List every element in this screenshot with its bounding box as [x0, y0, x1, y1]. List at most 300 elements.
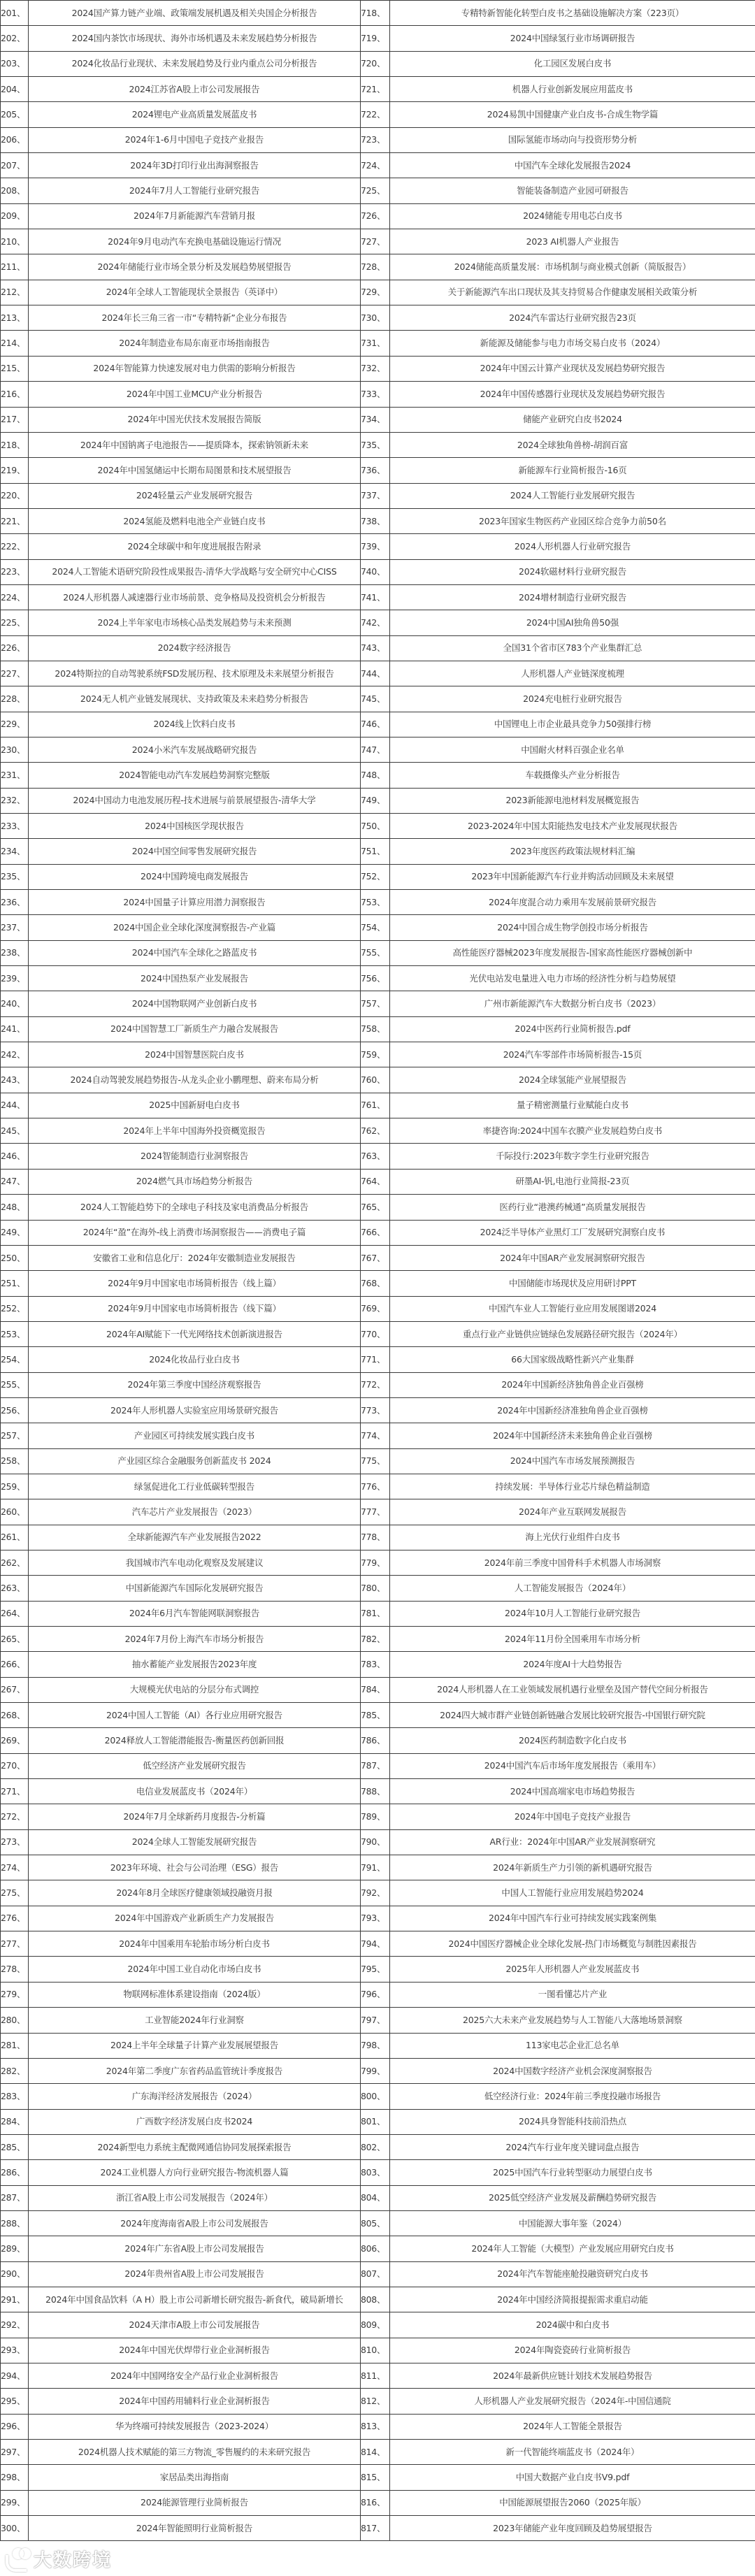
- right-report-title[interactable]: 2024充电桩行业研究报告: [390, 686, 755, 712]
- left-index-cell: 292、: [1, 2312, 29, 2338]
- right-report-title[interactable]: 2024年中国汽车行业可持续发展实践案例集: [390, 1906, 755, 1931]
- right-report-title[interactable]: 2023年中国新能源汽车行业并购活动回顾及未来展望: [390, 864, 755, 889]
- right-report-title[interactable]: 2024年最新供应链计划技术发展趋势报告: [390, 2363, 755, 2388]
- left-report-title[interactable]: 2024上半年全球量子计算产业发展展望报告: [29, 2033, 361, 2058]
- right-report-title[interactable]: 2024年陶瓷瓷砖行业简析报告: [390, 2338, 755, 2363]
- left-report-title[interactable]: 2024小米汽车发展战略研究报告: [29, 737, 361, 762]
- right-index-cell: 789、: [361, 1804, 390, 1829]
- left-report-title[interactable]: 2024国内茶饮市场现状、海外市场机遇及未来发展趋势分析报告: [29, 26, 361, 51]
- left-report-title[interactable]: 2024全球碳中和年度进展报告附录: [29, 534, 361, 559]
- right-report-title[interactable]: 2024人形机器人在工业领域发展机遇行业壁垒及国产替代空间分析报告: [390, 1677, 755, 1702]
- right-report-title[interactable]: 2023年储能产业年度回顾及趋势展望报告: [390, 2516, 755, 2541]
- left-report-title[interactable]: 2024智能制造行业洞察报告: [29, 1144, 361, 1169]
- right-report-title[interactable]: 2025低空经济产业发展及薪酬趋势研究报告: [390, 2185, 755, 2210]
- right-report-title[interactable]: 光伏电站发电量进入电力市场的经济性分析与趋势展望: [390, 966, 755, 991]
- right-report-title[interactable]: 2024医药制造数字化白皮书: [390, 1728, 755, 1753]
- left-report-title[interactable]: 2024人形机器人减速器行业市场前景、竞争格局及投资机会分析报告: [29, 584, 361, 610]
- left-report-title[interactable]: 2024年中国网络安全产品行业企业洞析报告: [29, 2363, 361, 2388]
- right-report-title[interactable]: 储能产业研究白皮书2024: [390, 407, 755, 432]
- left-index-cell: 241、: [1, 1016, 29, 1042]
- right-report-title[interactable]: 2023年国家生物医药产业园区综合竞争力前50名: [390, 508, 755, 533]
- right-index-cell: 736、: [361, 458, 390, 483]
- left-index-cell: 204、: [1, 77, 29, 102]
- right-report-title[interactable]: 2024人工智能行业发展研究报告: [390, 483, 755, 508]
- right-report-title[interactable]: 中国能源展望报告2060（2025年版）: [390, 2490, 755, 2515]
- table-row: [1, 26, 755, 51]
- left-report-title[interactable]: 2024中国人工智能（AI）各行业应用研究报告: [29, 1703, 361, 1728]
- table-row: [1, 229, 755, 254]
- left-report-title[interactable]: 2024年6月汽车智能网联洞察报告: [29, 1601, 361, 1626]
- right-index-cell: 798、: [361, 2033, 390, 2058]
- left-report-title[interactable]: 2024机器人技术赋能的第三方物流_零售履约的未来研究报告: [29, 2440, 361, 2465]
- left-report-title[interactable]: 2024中国动力电池发展历程-技术进展与前景展望报告-清华大学: [29, 788, 361, 813]
- left-report-title[interactable]: 2024数字经济报告: [29, 635, 361, 661]
- right-report-title[interactable]: 2024年中国经济简报提振需求重启动能: [390, 2287, 755, 2312]
- right-report-title[interactable]: 2024全球独角兽榜-胡润百富: [390, 432, 755, 457]
- right-index-cell: 754、: [361, 915, 390, 940]
- table-row: [1, 1677, 755, 1702]
- right-report-title[interactable]: 2024年前三季度中国骨科手术机器人市场洞察: [390, 1550, 755, 1575]
- left-report-title[interactable]: 2024中国空间零售发展研究报告: [29, 839, 361, 864]
- right-report-title[interactable]: 2024年度AI十大趋势报告: [390, 1652, 755, 1677]
- right-report-title[interactable]: 研墨AI-钒,电池行业简报-23页: [390, 1169, 755, 1194]
- right-index-cell: 722、: [361, 102, 390, 127]
- left-report-title[interactable]: 2024年8月全球医疗健康领域投融资月报: [29, 1880, 361, 1906]
- right-report-title[interactable]: 2024全球氢能产业展望报告: [390, 1067, 755, 1093]
- table-row: [1, 534, 755, 559]
- right-report-title[interactable]: 中国储能市场现状及应用研讨PPT: [390, 1271, 755, 1296]
- left-report-title[interactable]: 2024年7月人工智能行业研究报告: [29, 178, 361, 203]
- right-report-title[interactable]: 2024软磁材料行业研究报告: [390, 559, 755, 584]
- right-report-title[interactable]: 一图看懂芯片产业: [390, 1982, 755, 2007]
- left-report-title[interactable]: 2024年中国工业自动化市场白皮书: [29, 1957, 361, 1982]
- right-report-title[interactable]: 2024储能高质量发展：市场机制与商业模式创新（简版报告）: [390, 254, 755, 280]
- table-row: [1, 407, 755, 432]
- left-report-title[interactable]: 2024年广东省A股上市公司发展报告: [29, 2236, 361, 2261]
- table-row: [1, 991, 755, 1016]
- right-report-title[interactable]: 2024年11月份全国乘用车市场分析: [390, 1627, 755, 1652]
- left-report-title[interactable]: 广东海洋经济发展报告（2024）: [29, 2084, 361, 2109]
- left-report-title[interactable]: 抽水蓄能产业发展报告2023年度: [29, 1652, 361, 1677]
- right-report-title[interactable]: 2024具身智能科技前沿热点: [390, 2109, 755, 2134]
- right-report-title[interactable]: 2024年新质生产力引领的新机遇研究报告: [390, 1855, 755, 1880]
- table-row: [1, 2185, 755, 2210]
- right-report-title[interactable]: 2023年度医药政策法规材料汇编: [390, 839, 755, 864]
- right-index-cell: 777、: [361, 1499, 390, 1525]
- table-row: [1, 2261, 755, 2287]
- right-report-title[interactable]: 2024年中国电子竞技产业报告: [390, 1804, 755, 1829]
- right-index-cell: 752、: [361, 864, 390, 889]
- right-report-title[interactable]: 2024中国合成生物学创投市场分析报告: [390, 915, 755, 940]
- right-report-title[interactable]: 2024增材制造行业研究报告: [390, 584, 755, 610]
- table-row: [1, 559, 755, 584]
- table-row: [1, 1550, 755, 1575]
- left-report-title[interactable]: 2024年中国光伏技术发展报告简版: [29, 407, 361, 432]
- left-report-title[interactable]: 2024氢能及燃料电池全产业链白皮书: [29, 508, 361, 533]
- left-report-title[interactable]: 2024人工智能术语研究阶段性成果报告-清华大学战略与安全研究中心CISS: [29, 559, 361, 584]
- table-row: [1, 102, 755, 127]
- right-report-title[interactable]: 智能装备制造产业园可研报告: [390, 178, 755, 203]
- left-report-title[interactable]: 2024化妆品行业白皮书: [29, 1347, 361, 1372]
- right-report-title[interactable]: 新能源及储能参与电力市场交易白皮书（2024）: [390, 331, 755, 356]
- right-report-title[interactable]: 2024中国汽车后市场年度发展报告（乘用车）: [390, 1753, 755, 1778]
- right-index-cell: 744、: [361, 661, 390, 686]
- right-report-title[interactable]: 2024年中国AR产业发展洞察研究报告: [390, 1245, 755, 1270]
- left-report-title[interactable]: 华为终端可持续发展报告（2023-2024）: [29, 2414, 361, 2439]
- right-report-title[interactable]: 2024中国数字经济产业机会深度洞察报告: [390, 2058, 755, 2083]
- left-report-title[interactable]: 2024天津市A股上市公司发展报告: [29, 2312, 361, 2338]
- right-report-title[interactable]: 2023新能源电池材料发展概览报告: [390, 788, 755, 813]
- left-report-title[interactable]: 2024年中国光伏焊带行业企业洞析报告: [29, 2338, 361, 2363]
- right-report-title[interactable]: 高性能医疗器械2023年度发展报告-国家高性能医疗器械创新中: [390, 940, 755, 965]
- right-report-title[interactable]: 2023 AI机器人产业报告: [390, 229, 755, 254]
- left-report-title[interactable]: 2024全球人工智能发展研究报告: [29, 1829, 361, 1855]
- left-report-title[interactable]: 2024年第三季度中国经济观察报告: [29, 1372, 361, 1397]
- right-index-cell: 779、: [361, 1550, 390, 1575]
- right-report-title[interactable]: 66大国家级战略性新兴产业集群: [390, 1347, 755, 1372]
- right-report-title[interactable]: 率捷咨询:2024中国车衣膜产业发展趋势白皮书: [390, 1118, 755, 1144]
- right-report-title[interactable]: 广州市新能源汽车大数据分析白皮书（2023）: [390, 991, 755, 1016]
- left-report-title[interactable]: 广西数字经济发展白皮书2024: [29, 2109, 361, 2134]
- right-index-cell: 755、: [361, 940, 390, 965]
- right-index-cell: 731、: [361, 331, 390, 356]
- left-report-title[interactable]: 大规模光伏电站的分层分布式调控: [29, 1677, 361, 1702]
- right-index-cell: 788、: [361, 1779, 390, 1804]
- right-index-cell: 719、: [361, 26, 390, 51]
- right-index-cell: 746、: [361, 712, 390, 737]
- right-index-cell: 748、: [361, 763, 390, 788]
- left-report-title[interactable]: 浙江省A股上市公司发展报告（2024年）: [29, 2185, 361, 2210]
- right-index-cell: 804、: [361, 2185, 390, 2210]
- left-report-title[interactable]: 2024新型电力系统主配微网通信协同发展探索报告: [29, 2134, 361, 2159]
- right-report-title[interactable]: 2024年中国新经济准独角兽企业百强榜: [390, 1397, 755, 1423]
- right-report-title[interactable]: 2023-2024年中国太阳能热发电技术产业发展现状报告: [390, 814, 755, 839]
- left-report-title[interactable]: 2024年第二季度广东省药品监管统计季度报告: [29, 2058, 361, 2083]
- left-report-title[interactable]: 2024中国智慧医院白皮书: [29, 1042, 361, 1067]
- right-report-title[interactable]: 2024中国高端家电市场趋势报告: [390, 1779, 755, 1804]
- left-index-cell: 274、: [1, 1855, 29, 1880]
- left-index-cell: 223、: [1, 559, 29, 584]
- left-index-cell: 237、: [1, 915, 29, 940]
- left-report-title[interactable]: 2024年中国药用辅料行业企业洞析报告: [29, 2389, 361, 2414]
- left-index-cell: 258、: [1, 1448, 29, 1474]
- table-row: [1, 508, 755, 533]
- right-index-cell: 806、: [361, 2236, 390, 2261]
- left-report-title[interactable]: 2024年7月全球新药月度报告-分析篇: [29, 1804, 361, 1829]
- right-index-cell: 772、: [361, 1372, 390, 1397]
- left-report-title[interactable]: 2023年环境、社会与公司治理（ESG）报告: [29, 1855, 361, 1880]
- left-report-title[interactable]: 2024年上半年中国海外投资概览报告: [29, 1118, 361, 1144]
- right-report-title[interactable]: 2024中国AI独角兽50强: [390, 610, 755, 635]
- left-report-title[interactable]: 2024年中国氢储运中长期布局图景和技术展望报告: [29, 458, 361, 483]
- table-row: [1, 51, 755, 76]
- right-report-title[interactable]: 2024中国医疗器械企业全球化发展-热门市场概览与制胜因素报告: [390, 1931, 755, 1957]
- right-report-title[interactable]: 化工园区发展白皮书: [390, 51, 755, 76]
- left-report-title[interactable]: 2024年AI赋能下一代光网络技术创新演进报告: [29, 1321, 361, 1346]
- table-row: [1, 2440, 755, 2465]
- left-report-title[interactable]: 2024轻量云产业发展研究报告: [29, 483, 361, 508]
- right-index-cell: 815、: [361, 2465, 390, 2490]
- left-report-title[interactable]: 2024工业机器人方向行业研究报告-物流机器人篇: [29, 2160, 361, 2185]
- right-report-title[interactable]: 2024四大城市群产业链创新链融合发展比较研究报告-中国银行研究院: [390, 1703, 755, 1728]
- right-report-title[interactable]: 中国汽车业人工智能行业应用发展图谱2024: [390, 1296, 755, 1321]
- right-report-title[interactable]: 2024年度混合动力乘用车发展前景研究报告: [390, 890, 755, 915]
- left-report-title[interactable]: 2025中国新厨电白皮书: [29, 1093, 361, 1118]
- right-index-cell: 790、: [361, 1829, 390, 1855]
- table-row: [1, 1525, 755, 1550]
- right-report-title[interactable]: 2024碳中和白皮书: [390, 2312, 755, 2338]
- right-report-title[interactable]: 2025中国汽车行业转型驱动力展望白皮书: [390, 2160, 755, 2185]
- left-index-cell: 213、: [1, 305, 29, 331]
- table-row: [1, 1474, 755, 1499]
- right-index-cell: 811、: [361, 2363, 390, 2388]
- left-report-title[interactable]: 2024上半年家电市场核心品类发展趋势与未来预测: [29, 610, 361, 635]
- right-report-title[interactable]: 中国大数据产业白皮书V9.pdf: [390, 2465, 755, 2490]
- left-index-cell: 266、: [1, 1652, 29, 1677]
- right-report-title[interactable]: 2024年汽车智能座舱投融资研究白皮书: [390, 2261, 755, 2287]
- left-report-title[interactable]: 2024年中国游戏产业新质生产力发展报告: [29, 1906, 361, 1931]
- left-report-title[interactable]: 产业园区综合金融服务创新蓝皮书 2024: [29, 1448, 361, 1474]
- left-index-cell: 202、: [1, 26, 29, 51]
- right-report-title[interactable]: 重点行业产业链供应链绿色发展路径研究报告（2024年）: [390, 1321, 755, 1346]
- left-report-title[interactable]: 2024年中国工业MCU产业分析报告: [29, 382, 361, 407]
- table-row: [1, 1093, 755, 1118]
- left-report-title[interactable]: 电信业发展蓝皮书（2024年）: [29, 1779, 361, 1804]
- right-index-cell: 753、: [361, 890, 390, 915]
- right-report-title[interactable]: 2025六大未来产业发展趋势与人工智能八大落地场景洞察: [390, 2008, 755, 2033]
- left-report-title[interactable]: 2024中国量子计算应用潜力洞察报告: [29, 890, 361, 915]
- table-row: [1, 2033, 755, 2058]
- right-index-cell: 807、: [361, 2261, 390, 2287]
- right-index-cell: 728、: [361, 254, 390, 280]
- left-report-title[interactable]: 工业智能2024年行业洞察: [29, 2008, 361, 2033]
- left-report-title[interactable]: 2024年人形机器人实验室应用场景研究报告: [29, 1397, 361, 1423]
- table-row: [1, 839, 755, 864]
- left-report-title[interactable]: 全球新能源汽车产业发展报告2022: [29, 1525, 361, 1550]
- left-report-title[interactable]: 2024中国智慧工厂新质生产力融合发展报告: [29, 1016, 361, 1042]
- left-report-title[interactable]: 2024年中国乘用车轮胎市场分析白皮书: [29, 1931, 361, 1957]
- left-report-title[interactable]: 绿氢促进化工行业低碳转型报告: [29, 1474, 361, 1499]
- right-report-title[interactable]: 专精特新智能化转型白皮书之基础设施解决方案（223页）: [390, 1, 755, 26]
- right-report-title[interactable]: 2024中国汽车市场发展预测报告: [390, 1448, 755, 1474]
- right-report-title[interactable]: AR行业：2024年中国AR产业发展洞察研究: [390, 1829, 755, 1855]
- left-report-title[interactable]: 2024自动驾驶发展趋势报告-从龙头企业小鹏理想、蔚来布局分析: [29, 1067, 361, 1093]
- right-index-cell: 730、: [361, 305, 390, 331]
- left-report-title[interactable]: 2024年长三角三省一市“专精特新”企业分布报告: [29, 305, 361, 331]
- left-report-title[interactable]: 家居品类出海指南: [29, 2465, 361, 2490]
- left-report-title[interactable]: 2024年智能算力快速发展对电力供需的影响分析报告: [29, 356, 361, 381]
- left-report-title[interactable]: 2024年贵州省A股上市公司发展报告: [29, 2261, 361, 2287]
- left-report-title[interactable]: 2024特斯拉的自动驾驶系统FSD发展历程、技术原理及未来展望分析报告: [29, 661, 361, 686]
- table-row: [1, 1347, 755, 1372]
- right-report-title[interactable]: 海上光伏行业组件白皮书: [390, 1525, 755, 1550]
- right-index-cell: 793、: [361, 1906, 390, 1931]
- right-report-title[interactable]: 2024汽车雷达行业研究报告23页: [390, 305, 755, 331]
- left-index-cell: 252、: [1, 1296, 29, 1321]
- right-index-cell: 787、: [361, 1753, 390, 1778]
- right-index-cell: 800、: [361, 2084, 390, 2109]
- left-report-title[interactable]: 2024年9月电动汽车充换电基础设施运行情况: [29, 229, 361, 254]
- left-index-cell: 287、: [1, 2185, 29, 2210]
- right-report-title[interactable]: 全国31个省市区783个产业集群汇总: [390, 635, 755, 661]
- left-report-title[interactable]: 2024中国企业全球化深度洞察报告-产业篇: [29, 915, 361, 940]
- left-index-cell: 219、: [1, 458, 29, 483]
- right-report-title[interactable]: 2024泛半导体产业黑灯工厂发展研究洞察白皮书: [390, 1220, 755, 1245]
- right-report-title[interactable]: 医药行业“港澳药械通”高质量发展报告: [390, 1195, 755, 1220]
- left-report-title[interactable]: 2024燃气具市场趋势分析报告: [29, 1169, 361, 1194]
- right-report-title[interactable]: 2024年10月人工智能行业研究报告: [390, 1601, 755, 1626]
- left-report-title[interactable]: 2024年7月新能源汽车营销月报: [29, 203, 361, 229]
- table-row: [1, 2008, 755, 2033]
- left-report-title[interactable]: 2024锂电产业高质量发展蓝皮书: [29, 102, 361, 127]
- right-report-title[interactable]: 国际氢能市场动向与投资形势分析: [390, 127, 755, 152]
- left-report-title[interactable]: 我国城市汽车电动化观察及发展建议: [29, 1550, 361, 1575]
- left-index-cell: 216、: [1, 382, 29, 407]
- left-report-title[interactable]: 物联网标准体系建设指南（2024版）: [29, 1982, 361, 2007]
- left-report-title[interactable]: 产业园区可持续发展实践白皮书: [29, 1423, 361, 1448]
- left-report-title[interactable]: 2024年全球人工智能现状全景报告（英译中）: [29, 280, 361, 305]
- right-report-title[interactable]: 2024年人工智能全景报告: [390, 2414, 755, 2439]
- right-report-title[interactable]: 中国耐火材料百强企业名单: [390, 737, 755, 762]
- left-index-cell: 220、: [1, 483, 29, 508]
- right-index-cell: 768、: [361, 1271, 390, 1296]
- left-report-title[interactable]: 2024智能电动汽车发展趋势洞察完整版: [29, 763, 361, 788]
- left-report-title[interactable]: 2024国产算力链产业端、政策端发展机遇及相关央国企分析报告: [29, 1, 361, 26]
- table-row: [1, 1880, 755, 1906]
- left-report-title[interactable]: 2024中国汽车全球化之路蓝皮书: [29, 940, 361, 965]
- right-report-title[interactable]: 持续发展：半导体行业芯片绿色精益制造: [390, 1474, 755, 1499]
- right-report-title[interactable]: 2024汽车零部件市场简析报告-15页: [390, 1042, 755, 1067]
- left-report-title[interactable]: 2024中国物联网产业创新白皮书: [29, 991, 361, 1016]
- right-index-cell: 785、: [361, 1703, 390, 1728]
- right-index-cell: 814、: [361, 2440, 390, 2465]
- left-report-title[interactable]: 2024中国核医学现状报告: [29, 814, 361, 839]
- right-report-title[interactable]: 中国人工智能行业应用发展趋势2024: [390, 1880, 755, 1906]
- left-index-cell: 261、: [1, 1525, 29, 1550]
- right-report-title[interactable]: 千际投行:2023年数字孪生行业研究报告: [390, 1144, 755, 1169]
- left-report-title[interactable]: 2024江苏省A股上市公司发展报告: [29, 77, 361, 102]
- right-report-title[interactable]: 2025年人形机器人产业发展蓝皮书: [390, 1957, 755, 1982]
- right-index-cell: 762、: [361, 1118, 390, 1144]
- right-report-title[interactable]: 关于新能源汽车出口现状及其支持贸易合作健康发展相关政策分析: [390, 280, 755, 305]
- left-report-title[interactable]: 2024无人机产业链发展现状、支持政策及未来趋势分析报告: [29, 686, 361, 712]
- right-index-cell: 750、: [361, 814, 390, 839]
- right-report-title[interactable]: 2024储能专用电芯白皮书: [390, 203, 755, 229]
- right-report-title[interactable]: 车载摄像头产业分析报告: [390, 763, 755, 788]
- left-report-title[interactable]: 2024释放人工智能潜能报告-衡量医药创新回报: [29, 1728, 361, 1753]
- table-row: [1, 737, 755, 762]
- report-list-body: [1, 1, 755, 2541]
- table-row: [1, 1271, 755, 1296]
- left-index-cell: 264、: [1, 1601, 29, 1626]
- left-report-title[interactable]: 2024年储能行业市场全景分析及发展趋势展望报告: [29, 254, 361, 280]
- left-report-title[interactable]: 安徽省工业和信息化厅：2024年安徽制造业发展报告: [29, 1245, 361, 1270]
- left-report-title[interactable]: 2024年9月中国家电市场简析报告（线上篇）: [29, 1271, 361, 1296]
- left-report-title[interactable]: 2024年智能照明行业简析报告: [29, 2516, 361, 2541]
- right-report-title[interactable]: 新能源车行业简析报告-16页: [390, 458, 755, 483]
- table-row: [1, 1, 755, 26]
- right-report-title[interactable]: 2024人形机器人行业研究报告: [390, 534, 755, 559]
- right-report-title[interactable]: 人形机器人产业发展研究报告（2024年-中国信通院: [390, 2389, 755, 2414]
- right-index-cell: 791、: [361, 1855, 390, 1880]
- right-report-title[interactable]: 中国能源大事年鉴（2024）: [390, 2210, 755, 2236]
- right-index-cell: 751、: [361, 839, 390, 864]
- table-row: [1, 2084, 755, 2109]
- left-report-title[interactable]: 2024年“盈”在海外-线上消费市场洞察报告——消费电子篇: [29, 1220, 361, 1245]
- table-row: [1, 1448, 755, 1474]
- right-report-title[interactable]: 2024年产业互联网发展报告: [390, 1499, 755, 1525]
- left-report-title[interactable]: 2024年9月中国家电市场简析报告（线下篇）: [29, 1296, 361, 1321]
- left-report-title[interactable]: 2024年制造业布局东南亚市场指南报告: [29, 331, 361, 356]
- table-row: [1, 2058, 755, 2083]
- right-report-title[interactable]: 中国锂电上市企业最具竞争力50强排行榜: [390, 712, 755, 737]
- right-index-cell: 720、: [361, 51, 390, 76]
- left-report-title[interactable]: 2024人工智能趋势下的全球电子科技及家电消费品分析报告: [29, 1195, 361, 1220]
- right-index-cell: 723、: [361, 127, 390, 152]
- right-report-title[interactable]: 人工智能发展报告（2024年）: [390, 1576, 755, 1601]
- left-report-title[interactable]: 汽车芯片产业发展报告（2023）: [29, 1499, 361, 1525]
- right-report-title[interactable]: 2024年中国新经济独角兽企业百强榜: [390, 1372, 755, 1397]
- right-index-cell: 803、: [361, 2160, 390, 2185]
- left-report-title[interactable]: 2024化妆品行业现状、未来发展趋势及行业内重点公司分析报告: [29, 51, 361, 76]
- right-report-title[interactable]: 113家电芯企业汇总名单: [390, 2033, 755, 2058]
- right-report-title[interactable]: 2024中医药行业简析报告.pdf: [390, 1016, 755, 1042]
- table-row: [1, 178, 755, 203]
- right-index-cell: 726、: [361, 203, 390, 229]
- left-report-title[interactable]: 中国新能源汽车国际化发展研究报告: [29, 1576, 361, 1601]
- left-index-cell: 239、: [1, 966, 29, 991]
- right-index-cell: 724、: [361, 153, 390, 178]
- left-index-cell: 238、: [1, 940, 29, 965]
- left-report-title[interactable]: 低空经济产业发展研究报告: [29, 1753, 361, 1778]
- left-report-title[interactable]: 2024年1-6月中国电子竞技产业报告: [29, 127, 361, 152]
- right-report-title[interactable]: 2024年中国云计算产业现状及发展趋势研究报告: [390, 356, 755, 381]
- left-index-cell: 300、: [1, 2516, 29, 2541]
- left-report-title[interactable]: 2024年中国钠离子电池报告——提质降本，探索钠领新未来: [29, 432, 361, 457]
- table-row: [1, 2338, 755, 2363]
- right-report-title[interactable]: 2024年中国新经济未来独角兽企业百强榜: [390, 1423, 755, 1448]
- table-row: [1, 1982, 755, 2007]
- table-row: [1, 1245, 755, 1270]
- right-report-title[interactable]: 2024年中国传感器行业现状及发展趋势研究报告: [390, 382, 755, 407]
- left-report-title[interactable]: 2024年3D打印行业出海洞察报告: [29, 153, 361, 178]
- right-report-title[interactable]: 机器人行业创新发展应用蓝皮书: [390, 77, 755, 102]
- table-row: [1, 1220, 755, 1245]
- table-row: [1, 2287, 755, 2312]
- right-report-title[interactable]: 量子精密测量行业赋能白皮书: [390, 1093, 755, 1118]
- right-index-cell: 766、: [361, 1220, 390, 1245]
- left-report-title[interactable]: 2024中国热泵产业发展报告: [29, 966, 361, 991]
- left-report-title[interactable]: 2024线上饮料白皮书: [29, 712, 361, 737]
- right-report-title[interactable]: 新一代智能终端蓝皮书（2024年）: [390, 2440, 755, 2465]
- right-report-title[interactable]: 2024汽车行业年度关键词盘点报告: [390, 2134, 755, 2159]
- right-report-title[interactable]: 中国汽车全球化发展报告2024: [390, 153, 755, 178]
- left-report-title[interactable]: 2024中国跨境电商发展报告: [29, 864, 361, 889]
- table-row: [1, 1423, 755, 1448]
- left-report-title[interactable]: 2024年度海南省A股上市公司发展报告: [29, 2210, 361, 2236]
- right-report-title[interactable]: 低空经济行业：2024年前三季度投融市场报告: [390, 2084, 755, 2109]
- right-report-title[interactable]: 2024年人工智能（大模型）产业发展应用研究白皮书: [390, 2236, 755, 2261]
- right-index-cell: 805、: [361, 2210, 390, 2236]
- right-report-title[interactable]: 人形机器人产业链深度梳理: [390, 661, 755, 686]
- left-report-title[interactable]: 2024年中国食品饮料（A H）股上市公司新增长研究报告-新食代，破局新增长: [29, 2287, 361, 2312]
- right-index-cell: 773、: [361, 1397, 390, 1423]
- left-report-title[interactable]: 2024能源管理行业简析报告: [29, 2490, 361, 2515]
- right-report-title[interactable]: 2024中国绿氢行业市场调研报告: [390, 26, 755, 51]
- right-report-title[interactable]: 2024易凯中国健康产业白皮书-合成生物学篇: [390, 102, 755, 127]
- left-index-cell: 269、: [1, 1728, 29, 1753]
- left-report-title[interactable]: 2024年7月份上海汽车市场分析报告: [29, 1627, 361, 1652]
